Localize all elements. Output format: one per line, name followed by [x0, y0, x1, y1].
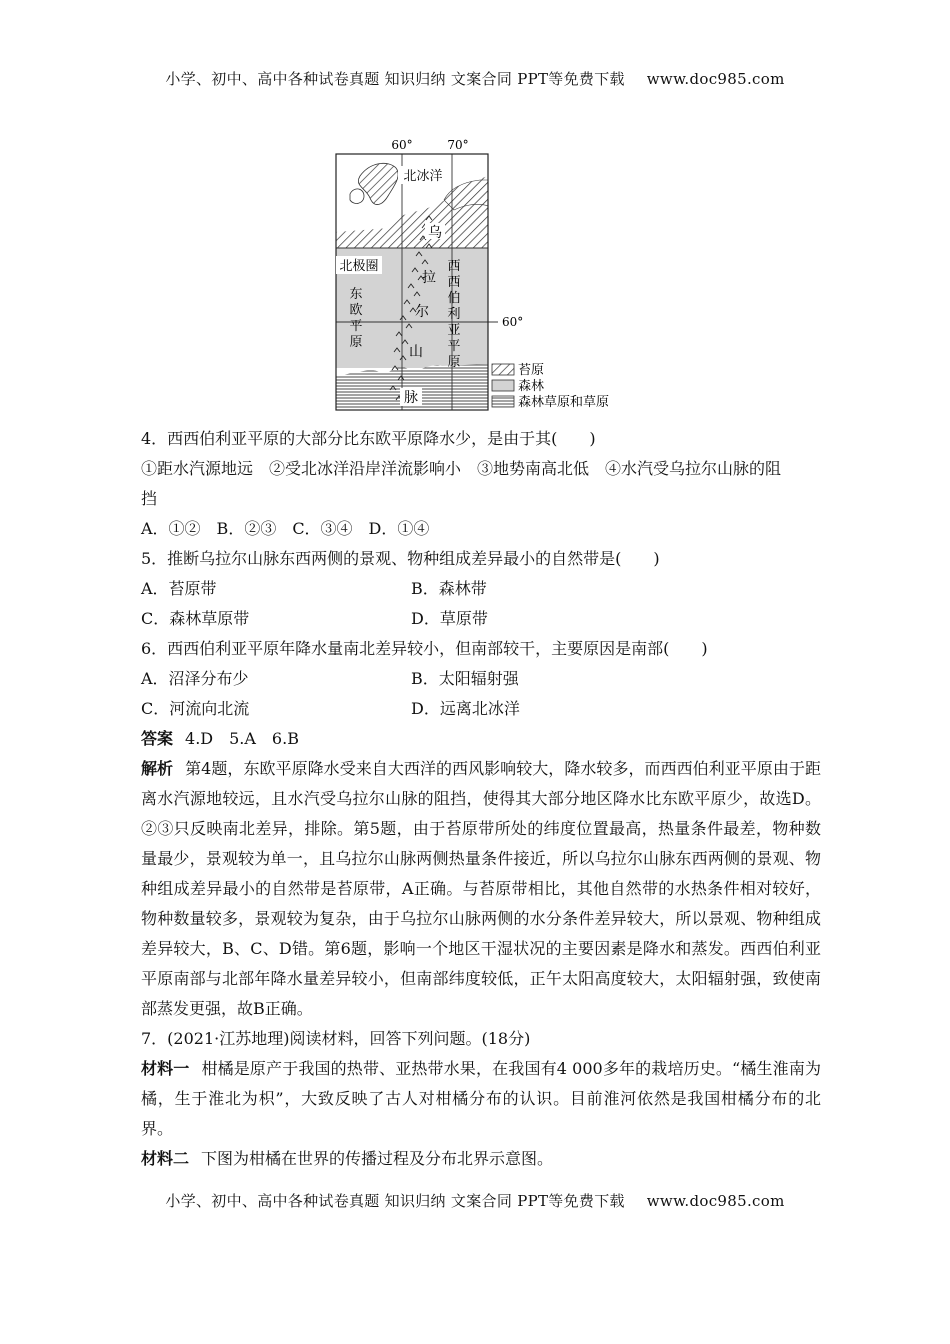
header-text: 小学、初中、高中各种试卷真题 知识归纳 文案合同 PPT等免费下载 — [165, 70, 625, 88]
lon-60-label: 60° — [391, 138, 413, 152]
svg-text:平: 平 — [349, 319, 363, 334]
footer-url[interactable]: www.doc985.com — [646, 1192, 785, 1210]
q5-option-c: C．森林草原带 — [141, 609, 250, 628]
map-legend — [492, 363, 609, 410]
q5-option-a: A．苔原带 — [141, 579, 217, 598]
east-plain-label — [349, 287, 362, 350]
svg-text:东: 东 — [349, 287, 363, 302]
q4-options-line1: ①距水汽源地远 ②受北冰洋沿岸洋流影响小 ③地势南高北低 ④水汽受乌拉尔山脉的阻 — [141, 459, 782, 478]
q6-option-d: D．远离北冰洋 — [411, 699, 520, 718]
svg-text:山: 山 — [409, 344, 423, 360]
svg-text:欧: 欧 — [349, 303, 363, 318]
svg-text:伯: 伯 — [447, 291, 461, 306]
header-url[interactable]: www.doc985.com — [646, 70, 785, 88]
q6-option-c: C．河流向北流 — [141, 699, 250, 718]
svg-text:亚: 亚 — [447, 323, 461, 338]
svg-text:拉: 拉 — [422, 270, 436, 286]
svg-text:森林: 森林 — [518, 379, 545, 394]
q5-row-1 — [141, 574, 821, 604]
svg-text:森林草原和草原: 森林草原和草原 — [518, 395, 610, 410]
q4-choices: A．①② B．②③ C．③④ D．①④ — [141, 519, 430, 538]
q6-option-a: A．沼泽分布少 — [141, 669, 249, 688]
material-two-label: 材料二 — [141, 1149, 190, 1168]
analysis-text: 第4题，东欧平原降水受来自大西洋的西风影响较大，降水较多，而西西伯利亚平原由于距离水汽源地较远，且水汽受乌拉尔山脉的阻挡，使得其大部分地区降水比东欧平原少，故选D。②③只反映南北差异，排除。第5题，由于苔原带所处的纬度位置最高，热量条件最差，物种数量最少，景观较为单一，且乌拉尔山脉两侧热量条件接近，所以乌拉尔山脉东西两侧的景观、物种组成差异最小的自然带是苔原带，A正确。与苔原带相比，其他自然带的水热条件相对较好，物种数量较多，景观较为复杂，由于乌拉尔山脉两侧的水分条件差异较大，所以景观、物种组成差异较大，B、C、D错。第6题，影响一个地区干湿状况的主要因素是降水和蒸发。西西伯利亚平原南部与北部年降水量差异较小，但南部纬度较低，正午太阳高度较大，太阳辐射强，致使南部蒸发更强，故B正确。 — [141, 759, 821, 1018]
west-plain-label — [447, 259, 460, 370]
answer-label: 答案 — [141, 729, 174, 748]
answer-line — [141, 724, 821, 754]
q5-option-d: D．草原带 — [411, 609, 488, 628]
svg-text:平: 平 — [447, 339, 461, 354]
footer-text: 小学、初中、高中各种试卷真题 知识归纳 文案合同 PPT等免费下载 — [165, 1192, 625, 1210]
svg-text:乌: 乌 — [428, 225, 442, 241]
page-footer — [0, 1190, 950, 1211]
svg-text:脉: 脉 — [404, 390, 418, 406]
material-two — [141, 1144, 821, 1174]
svg-text:原: 原 — [447, 355, 461, 370]
ocean-label: 北冰洋 — [403, 169, 443, 184]
svg-text:西: 西 — [447, 259, 461, 274]
q6-option-b: B．太阳辐射强 — [411, 669, 519, 688]
q5-row-2 — [141, 604, 821, 634]
svg-text:原: 原 — [349, 335, 363, 350]
q6-row-1 — [141, 664, 821, 694]
svg-text:利: 利 — [447, 307, 461, 322]
svg-text:尔: 尔 — [415, 304, 429, 320]
q5-option-b: B．森林带 — [411, 579, 487, 598]
page-header — [0, 68, 950, 89]
material-one-label: 材料一 — [141, 1059, 190, 1078]
answer-text: 4.D 5.A 6.B — [185, 729, 299, 748]
material-two-text: 下图为柑橘在世界的传播过程及分布北界示意图。 — [201, 1149, 554, 1168]
svg-text:苔原: 苔原 — [518, 363, 545, 378]
q6-row-2 — [141, 694, 821, 724]
ural-map-figure — [330, 136, 630, 416]
q7-stem: 7．(2021·江苏地理)阅读材料，回答下列问题。(18分) — [141, 1029, 531, 1048]
q6-stem: 6．西西伯利亚平原年降水量南北差异较小，但南部较干，主要原因是南部( ) — [141, 639, 708, 658]
lat-60-label: 60° — [502, 315, 524, 329]
lon-70-label: 70° — [447, 138, 469, 152]
arctic-circle-label: 北极圈 — [339, 259, 379, 274]
q4-stem: 4．西西伯利亚平原的大部分比东欧平原降水少，是由于其( ) — [141, 429, 596, 448]
question-content — [141, 424, 821, 1174]
analysis-label: 解析 — [141, 759, 174, 778]
analysis-paragraph — [141, 754, 821, 1024]
svg-text:西: 西 — [447, 275, 461, 290]
material-one-text: 柑橘是原产于我国的热带、亚热带水果，在我国有4 000多年的栽培历史。“橘生淮南为橘，生于淮北为枳”，大致反映了古人对柑橘分布的认识。目前淮河依然是我国柑橘分布的北界。 — [141, 1059, 821, 1138]
q4-options-line2: 挡 — [141, 489, 158, 508]
material-one — [141, 1054, 821, 1144]
q5-stem: 5．推断乌拉尔山脉东西两侧的景观、物种组成差异最小的自然带是( ) — [141, 549, 660, 568]
